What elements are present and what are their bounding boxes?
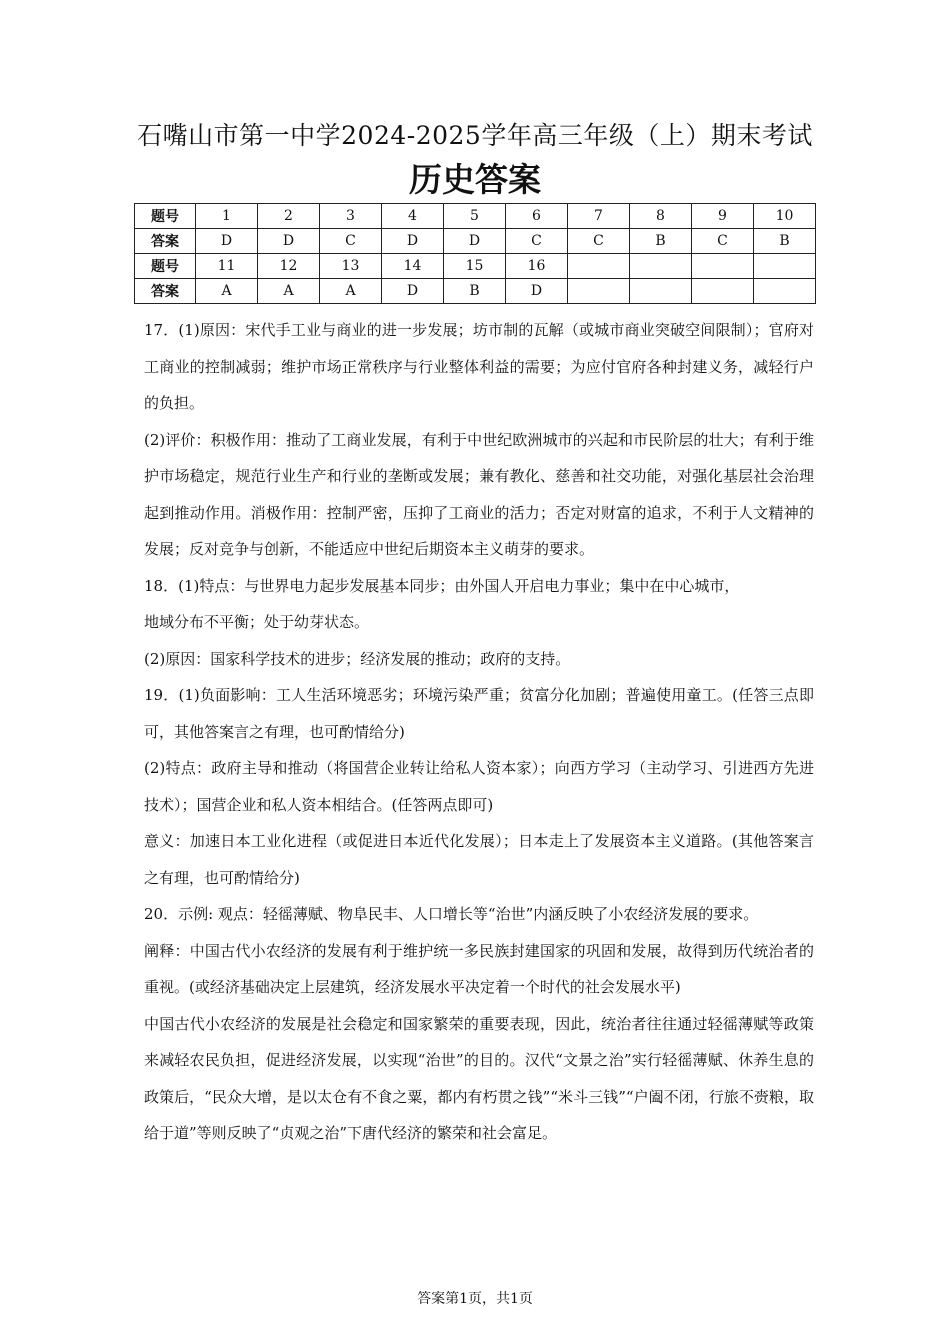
question-number-cell: 3: [320, 204, 382, 229]
row-header-number: 题号: [135, 204, 196, 229]
q19-part2: (2)特点：政府主导和推动（将国营企业转让给私人资本家）；向西方学习（主动学习、引进西方先进技术）；国营企业和私人资本相结合。(任答两点即可): [144, 759, 814, 814]
q18-part1-line2: 地域分布不平衡；处于幼芽状态。: [144, 613, 370, 631]
table-row-answers: [135, 279, 816, 304]
question-number-cell: 10: [754, 204, 816, 229]
answer-cell: D: [382, 279, 444, 304]
answer-cell: [630, 279, 692, 304]
answer-cell: [568, 279, 630, 304]
question-number-cell: [630, 254, 692, 279]
answer-cell: D: [196, 229, 258, 254]
question-number-cell: 7: [568, 204, 630, 229]
answer-cell: B: [754, 229, 816, 254]
answer-cell: C: [320, 229, 382, 254]
answer-cell: C: [568, 229, 630, 254]
table-row-numbers: [135, 254, 816, 279]
answer-cell: A: [196, 279, 258, 304]
question-number-cell: [568, 254, 630, 279]
answer-cell: [754, 279, 816, 304]
question-number-cell: 14: [382, 254, 444, 279]
answer-table: [134, 203, 816, 304]
question-number-cell: 6: [506, 204, 568, 229]
q20-explanation: 阐释：中国古代小农经济的发展有利于维护统一多民族封建国家的巩固和发展，故得到历代统治者的重视。(或经济基础决定上层建筑，经济发展水平决定着一个时代的社会发展水平): [144, 941, 814, 996]
q20-argument: 中国古代小农经济的发展是社会稳定和国家繁荣的重要表现，因此，统治者往往通过轻徭薄赋等政策来减轻农民负担，促进经济发展，以实现“治世”的目的。汉代“文景之治”实行轻徭薄赋、休养生息的政策后，“民众大增，是以太仓有不食之粟，都内有朽贯之钱”“米斗三钱”“户阖不闭，行旅不赍粮，取给于道”等则反映了“贞观之治”下唐代经济的繁荣和社会富足。: [144, 1014, 814, 1142]
answer-cell: C: [506, 229, 568, 254]
question-number-cell: [692, 254, 754, 279]
table-row-numbers: [135, 204, 816, 229]
question-number-cell: [754, 254, 816, 279]
q19-significance: 意义：加速日本工业化进程（或促进日本近代化发展）；日本走上了发展资本主义道路。(其他答案言之有理，也可酌情给分): [144, 832, 814, 887]
question-number-cell: 8: [630, 204, 692, 229]
row-header-answer: 答案: [135, 229, 196, 254]
answer-cell: D: [382, 229, 444, 254]
question-number-cell: 1: [196, 204, 258, 229]
page-footer: 答案第1页，共1页: [417, 1291, 533, 1307]
answer-cell: C: [692, 229, 754, 254]
row-header-number: 题号: [135, 254, 196, 279]
answer-cell: D: [444, 229, 506, 254]
answer-cell: B: [630, 229, 692, 254]
question-number-cell: 4: [382, 204, 444, 229]
answer-cell: A: [320, 279, 382, 304]
q19-part1: 19．(1)负面影响：工人生活环境恶劣；环境污染严重；贫富分化加剧；普遍使用童工。(任答三点即可，其他答案言之有理，也可酌情给分): [144, 686, 814, 741]
table-row-answers: [135, 229, 816, 254]
q20-viewpoint: 20．示例: 观点：轻徭薄赋、物阜民丰、人口增长等“治世”内涵反映了小农经济发展的要求。: [144, 905, 759, 923]
question-number-cell: 12: [258, 254, 320, 279]
answer-content: [144, 312, 814, 1152]
subject-title: 历史答案: [409, 160, 541, 199]
question-number-cell: 15: [444, 254, 506, 279]
answer-cell: [692, 279, 754, 304]
question-number-cell: 16: [506, 254, 568, 279]
answer-cell: D: [506, 279, 568, 304]
question-number-cell: 13: [320, 254, 382, 279]
page-title: 石嘴山市第一中学2024-2025学年高三年级（上）期末考试: [137, 121, 813, 150]
answer-cell: B: [444, 279, 506, 304]
question-number-cell: 2: [258, 204, 320, 229]
q17-part1: 17．(1)原因：宋代手工业与商业的进一步发展；坊市制的瓦解（或城市商业突破空间限制）；官府对工商业的控制减弱；维护市场正常秩序与行业整体利益的需要；为应付官府各种封建义务，减轻行户的负担。: [144, 321, 814, 412]
answer-cell: D: [258, 229, 320, 254]
q18-part1-line1: 18．(1)特点：与世界电力起步发展基本同步；由外国人开启电力事业；集中在中心城市，: [144, 576, 740, 595]
question-number-cell: 11: [196, 254, 258, 279]
q17-part2: (2)评价：积极作用：推动了工商业发展，有利于中世纪欧洲城市的兴起和市民阶层的壮大；有利于维护市场稳定，规范行业生产和行业的垄断或发展；兼有教化、慈善和社交功能，对强化基层社会治理起到推动作用。消极作用：控制严密，压抑了工商业的活力；否定对财富的追求，不利于人文精神的发展；反对竞争与创新，不能适应中世纪后期资本主义萌芽的要求。: [144, 430, 814, 558]
question-number-cell: 9: [692, 204, 754, 229]
q18-part2: (2)原因：国家科学技术的进步；经济发展的推动；政府的支持。: [144, 649, 571, 668]
question-number-cell: 5: [444, 204, 506, 229]
answer-cell: A: [258, 279, 320, 304]
row-header-answer: 答案: [135, 279, 196, 304]
